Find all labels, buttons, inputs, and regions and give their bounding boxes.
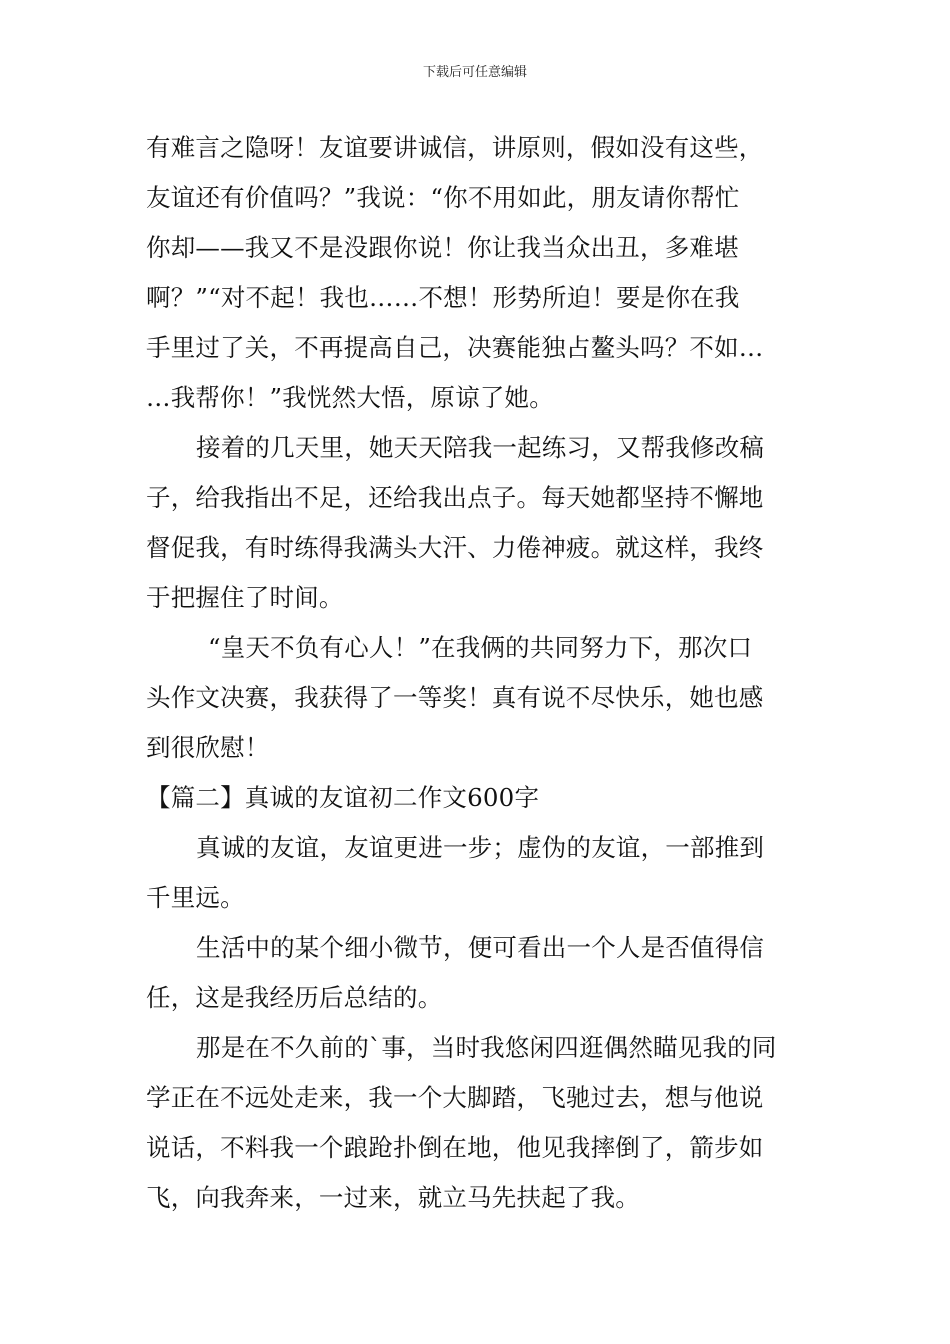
- body-line: 学正在不远处走来，我一个大脚踏，飞驰过去，想与他说: [146, 1083, 764, 1112]
- body-line: 头作文决赛，我获得了一等奖！真有说不尽快乐，她也感: [146, 683, 764, 712]
- body-line: …我帮你！”我恍然大悟，原谅了她。: [146, 383, 554, 412]
- body-line: 任，这是我经历后总结的。: [146, 983, 443, 1012]
- body-line: 啊？”“对不起！我也……不想！形势所迫！要是你在我: [146, 283, 740, 312]
- body-line: 有难言之隐呀！友谊要讲诚信，讲原则，假如没有这些，: [146, 133, 764, 162]
- body-line: 说话，不料我一个踉跄扑倒在地，他见我摔倒了，箭步如: [146, 1133, 764, 1162]
- body-line: 于把握住了时间。: [146, 583, 344, 612]
- paragraph-start-line: “皇天不负有心人！”在我俩的共同努力下，那次口: [208, 633, 753, 662]
- section-heading: 【篇二】真诚的友谊初二作文600字: [146, 783, 540, 812]
- body-line: 手里过了关，不再提高自己，决赛能独占鳌头吗？不如…: [146, 333, 764, 362]
- body-line: 友谊还有价值吗？”我说：“你不用如此，朋友请你帮忙: [146, 183, 740, 212]
- paragraph-start-line: 真诚的友谊，友谊更进一步；虚伪的友谊，一部推到: [196, 833, 765, 862]
- body-line: 飞，向我奔来，一过来，就立马先扶起了我。: [146, 1183, 640, 1212]
- body-line: 子，给我指出不足，还给我出点子。每天她都坚持不懈地: [146, 483, 764, 512]
- body-line: 到很欣慰！: [146, 733, 270, 762]
- page-header: 下载后可任意编辑: [422, 65, 527, 80]
- paragraph-start-line: 生活中的某个细小微节，便可看出一个人是否值得信: [196, 933, 765, 962]
- paragraph-start-line: 那是在不久前的`事，当时我悠闲四逛偶然瞄见我的同: [196, 1033, 777, 1062]
- body-line: 督促我，有时练得我满头大汗、力倦神疲。就这样，我终: [146, 533, 764, 562]
- body-line: 你却——我又不是没跟你说！你让我当众出丑，多难堪: [146, 233, 739, 262]
- paragraph-start-line: 接着的几天里，她天天陪我一起练习，又帮我修改稿: [196, 433, 765, 462]
- body-line: 千里远。: [146, 883, 245, 912]
